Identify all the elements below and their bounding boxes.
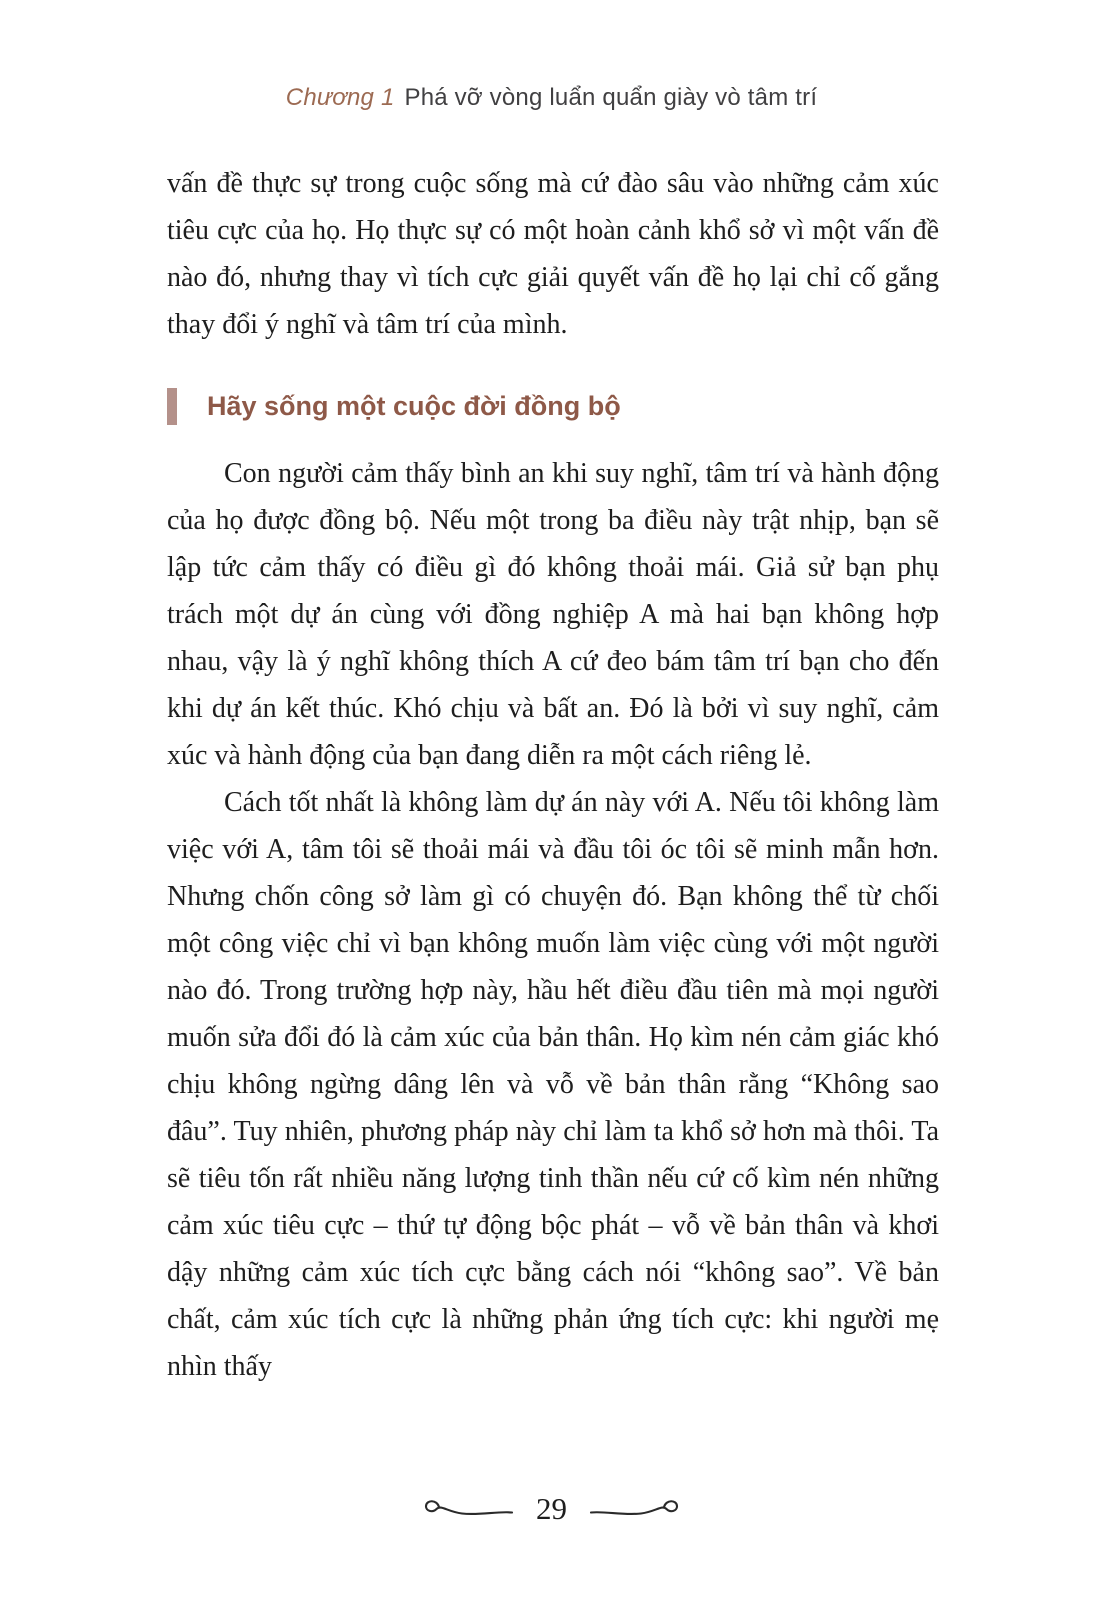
chapter-title: Phá vỡ vòng luẩn quẩn giày vò tâm trí bbox=[404, 84, 818, 111]
section-heading-title: Hãy sống một cuộc đời đồng bộ bbox=[207, 391, 621, 421]
chapter-header bbox=[0, 84, 1103, 112]
page-content bbox=[167, 160, 939, 1390]
section-heading bbox=[167, 388, 939, 425]
paragraph: Cách tốt nhất là không làm dự án này với A. Nếu tôi không làm việc với A, tâm tôi sẽ thoải mái và đầu tôi óc tôi sẽ minh mẫn hơn. Nhưng chốn công sở làm gì có chuyện đó. Bạn không thể từ chối một công việc chỉ vì bạn không muốn làm việc cùng với một người nào đó. Trong trường hợp này, hầu hết điều đầu tiên mà mọi người muốn sửa đổi đó là cảm xúc của bản thân. Họ kìm nén cảm giác khó chịu không ngừng dâng lên và vỗ về bản thân rằng “Không sao đâu”. Tuy nhiên, phương pháp này chỉ làm ta khổ sở hơn mà thôi. Ta sẽ tiêu tốn rất nhiều năng lượng tinh thần nếu cứ cố kìm nén những cảm xúc tiêu cực – thứ tự động bộc phát – vỗ về bản thân và khơi dậy những cảm xúc tích cực bằng cách nói “không sao”. Về bản chất, cảm xúc tích cực là những phản ứng tích cực: khi người mẹ nhìn thấy bbox=[167, 787, 939, 1382]
flourish-right-icon bbox=[589, 1496, 681, 1522]
paragraph: vấn đề thực sự trong cuộc sống mà cứ đào sâu vào những cảm xúc tiêu cực của họ. Họ thực sự có một hoàn cảnh khổ sở vì một vấn đề nào đó, nhưng thay vì tích cực giải quyết vấn đề họ lại chỉ cố gắng thay đổi ý nghĩ và tâm trí của mình. bbox=[167, 168, 939, 340]
paragraph: Con người cảm thấy bình an khi suy nghĩ, tâm trí và hành động của họ được đồng bộ. Nếu một trong ba điều này trật nhịp, bạn sẽ lập tức cảm thấy có điều gì đó không thoải mái. Giả sử bạn phụ trách một dự án cùng với đồng nghiệp A mà hai bạn không hợp nhau, vậy là ý nghĩ không thích A cứ đeo bám tâm trí bạn cho đến khi dự án kết thúc. Khó chịu và bất an. Đó là bởi vì suy nghĩ, cảm xúc và hành động của bạn đang diễn ra một cách riêng lẻ. bbox=[167, 458, 939, 771]
chapter-label: Chương 1 bbox=[285, 84, 395, 111]
page-number: 29 bbox=[536, 1491, 567, 1526]
page-footer bbox=[0, 1491, 1103, 1527]
flourish-left-icon bbox=[422, 1496, 514, 1522]
section-accent-bar-icon bbox=[167, 388, 177, 425]
